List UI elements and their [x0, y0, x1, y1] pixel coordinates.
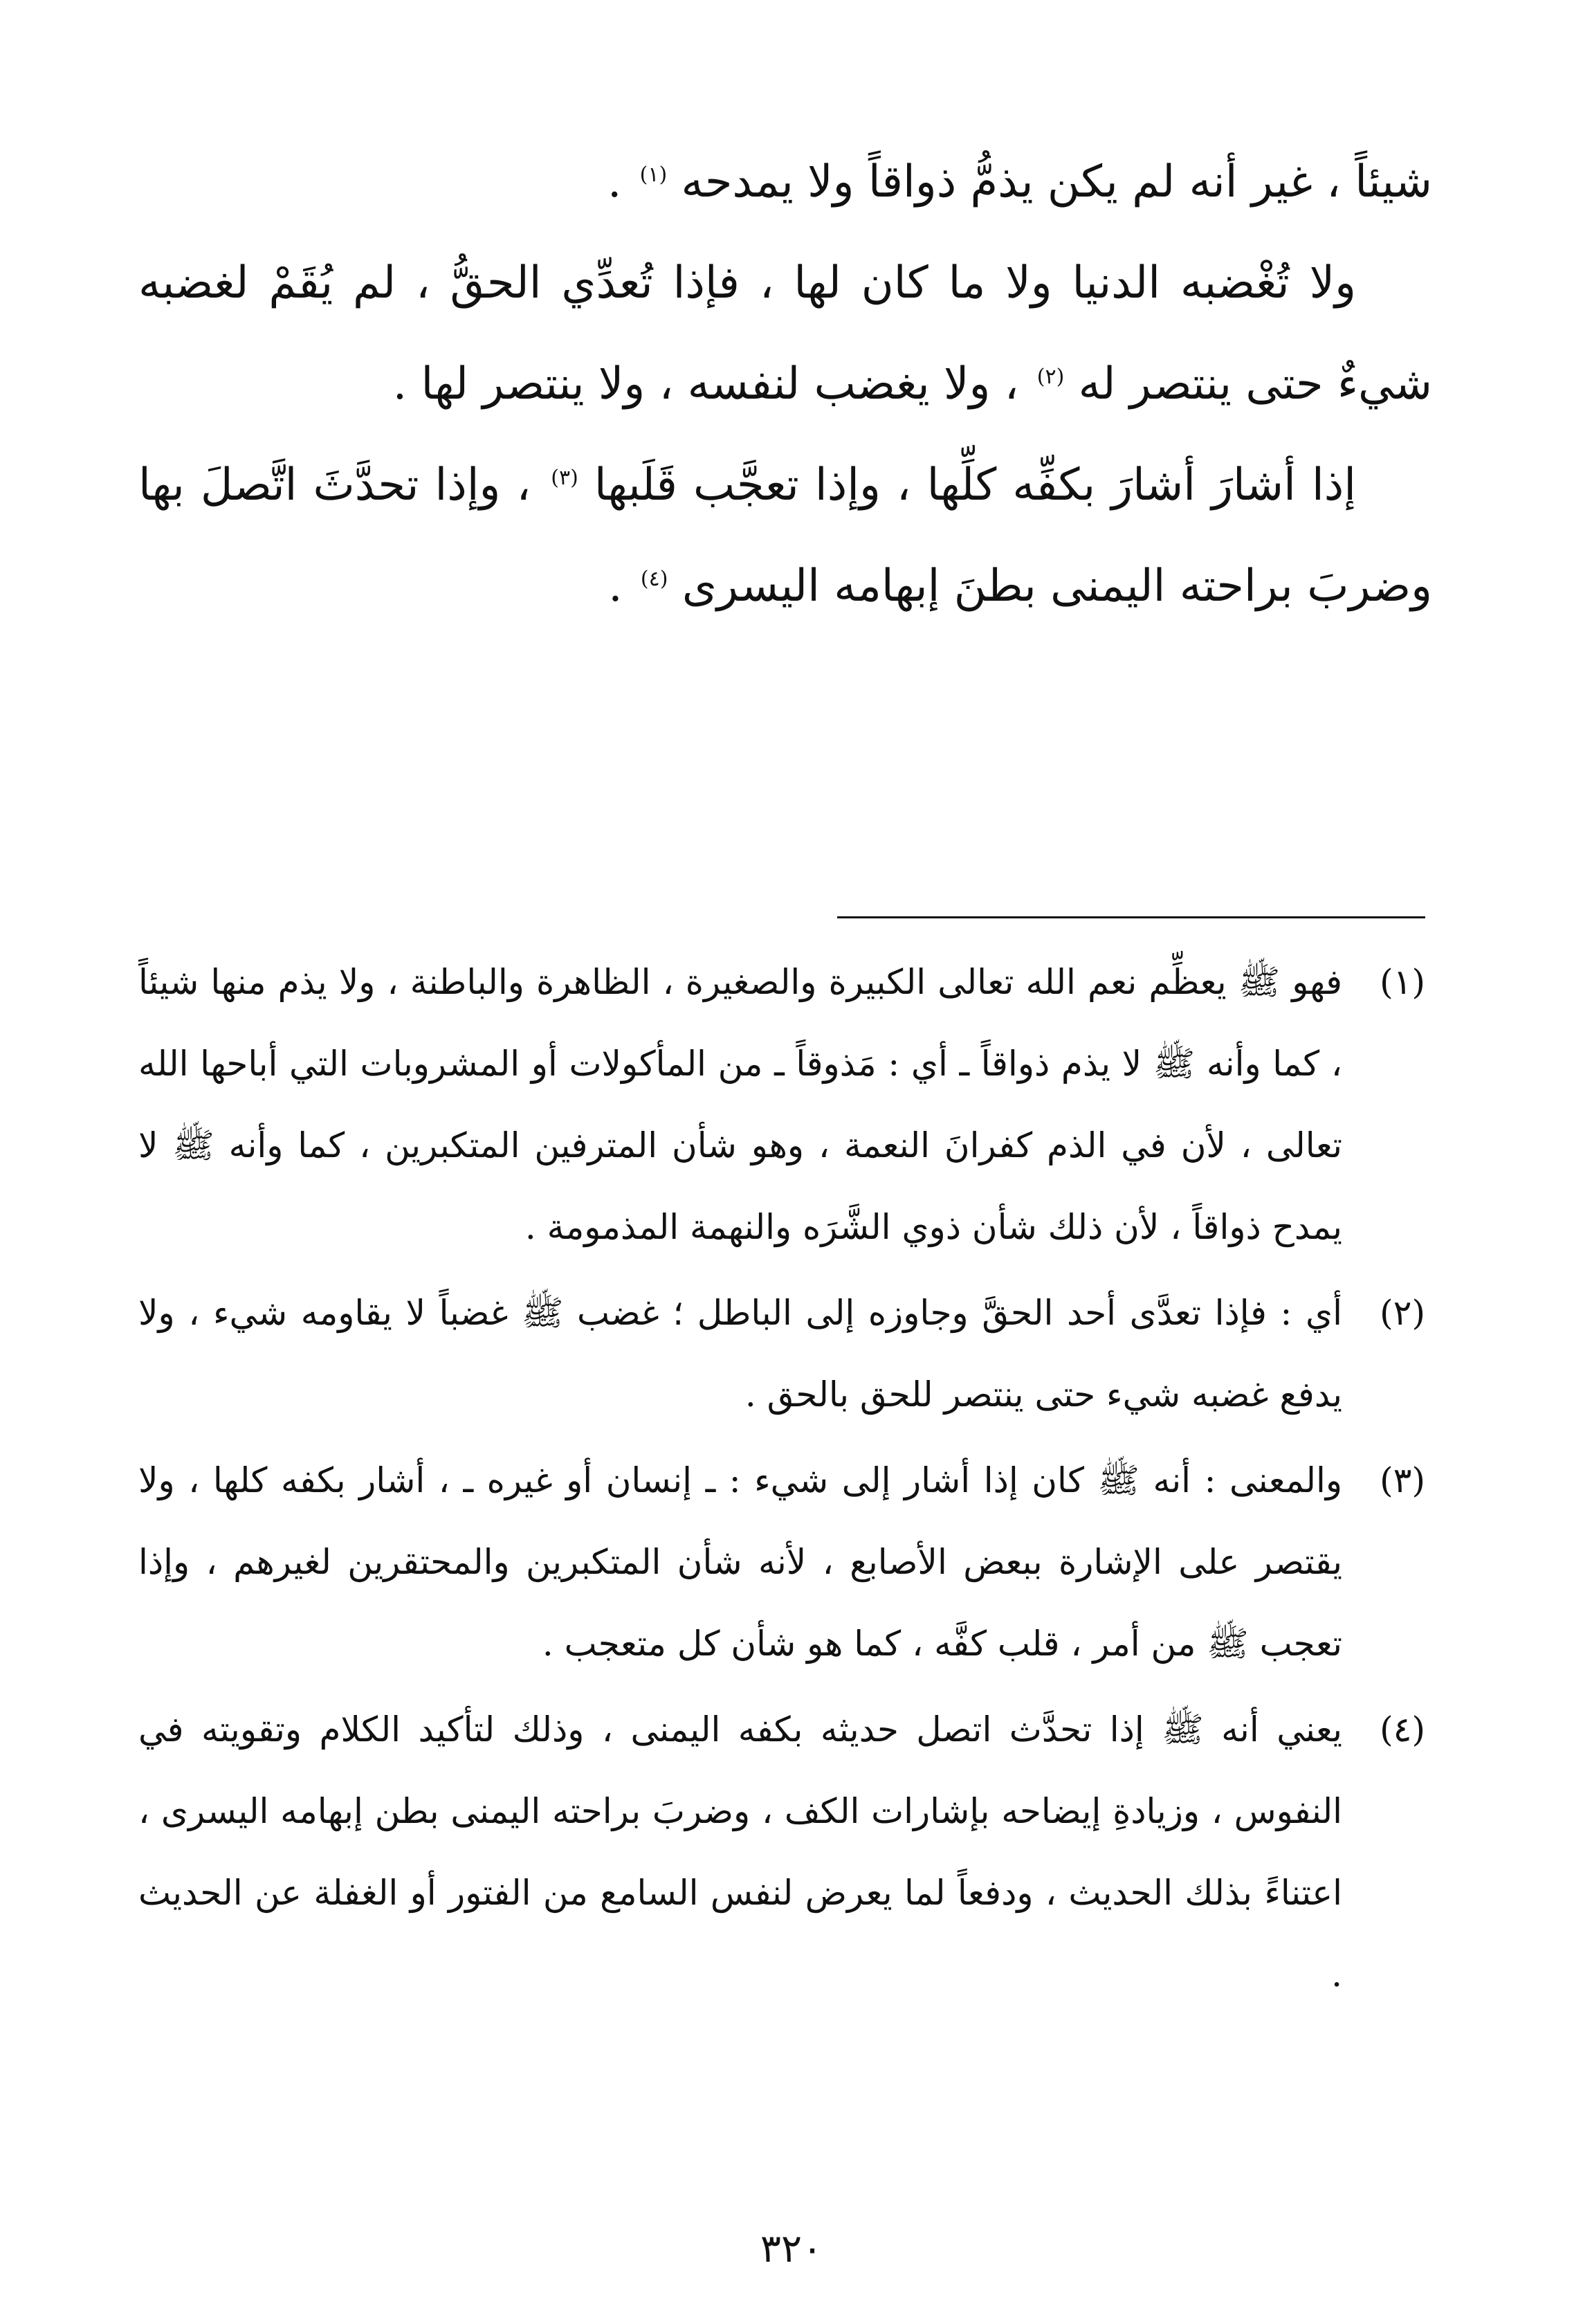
footnotes	[138, 941, 1425, 2019]
paragraph-2-text-b: ، ولا يغضب لنفسه ، ولا ينتصر لها .	[392, 358, 1019, 410]
footnote-2	[138, 1272, 1425, 1435]
paragraph-1-text: شيئاً ، غير أنه لم يكن يذمُّ ذواقاً ولا يمدحه	[681, 156, 1432, 208]
footnote-marker-1: (١)	[639, 162, 668, 187]
footnote-number: (٣)	[1380, 1460, 1425, 1500]
paragraph-3-text-a: إذا أشارَ أشارَ بكفِّه كلِّها ، وإذا تعجَّب قَلَبها	[594, 460, 1357, 511]
footnote-text: والمعنى : أنه ﷺ كان إذا أشار إلى شيء : ـ إنسان أو غيره ـ ، أشار بكفه كلها ، ولا يقتصر على الإشارة ببعض الأصابع ، لأنه شأن المتكبرين والمحتقرين لغيرهم ، وإذا تعجب ﷺ من أمر ، قلب كفَّه ، كما هو شأن كل متعجب .	[138, 1460, 1342, 1664]
paragraph-1-end: .	[607, 156, 622, 208]
footnote-marker-3: (٣)	[551, 465, 578, 490]
paragraph-2	[138, 233, 1432, 435]
footnote-number: (٢)	[1380, 1293, 1425, 1333]
footnote-number: (١)	[1380, 962, 1425, 1002]
footnote-text: أي : فإذا تعدَّى أحد الحقَّ وجاوزه إلى الباطل ؛ غضب ﷺ غضباً لا يقاومه شيء ، ولا يدفع غضبه شيء حتى ينتصر للحق بالحق .	[138, 1293, 1342, 1415]
footnote-text: يعني أنه ﷺ إذا تحدَّث اتصل حديثه بكفه اليمنى ، وذلك لتأكيد الكلام وتقويته في النفوس ، وزيادةِ إيضاحه بإشارات الكف ، وضربَ براحته اليمنى بطن إبهامه اليسرى ، اعتناءً بذلك الحديث ، ودفعاً لما يعرض لنفس السامع من الفتور أو الغفلة عن الحديث .	[138, 1709, 1343, 1995]
footnote-number: (٤)	[1380, 1709, 1425, 1750]
main-text	[138, 131, 1432, 637]
footnote-4	[138, 1689, 1425, 2015]
paragraph-1	[138, 131, 1432, 233]
footnote-separator	[837, 916, 1425, 918]
paragraph-3-end: .	[608, 561, 623, 612]
page-number: ٣٢٠	[760, 2226, 823, 2271]
footnote-marker-2: (٢)	[1036, 364, 1065, 389]
footnote-marker-4: (٤)	[640, 566, 668, 591]
footnote-text: فهو ﷺ يعظِّم نعم الله تعالى الكبيرة والصغيرة ، الظاهرة والباطنة ، ولا يذم منها شيئاً ، كما وأنه ﷺ لا يذم ذواقاً ـ أي : مَذوقاً ـ من المأكولات أو المشروبات التي أباحها الله تعالى ، لأن في الذم كفرانَ النعمة ، وهو شأن المترفين المتكبرين ، كما وأنه ﷺ لا يمدح ذواقاً ، لأن ذلك شأن ذوي الشَّرَه والنهمة المذمومة .	[138, 962, 1342, 1247]
paragraph-2-text-a: ولا تُغْضبه الدنيا ولا ما كان لها ، فإذا تُعدِّي الحقُّ ، لم يُقَمْ لغضبه شيءٌ حتى ينتصر له	[138, 257, 1432, 410]
paragraph-3	[138, 435, 1432, 637]
paragraph-3-text-b: ، وإذا تحدَّثَ اتَّصلَ بها وضربَ براحته اليمنى بطنَ إبهامه اليسرى	[138, 460, 1432, 612]
footnote-3	[138, 1440, 1425, 1685]
footnote-1	[138, 941, 1425, 1268]
